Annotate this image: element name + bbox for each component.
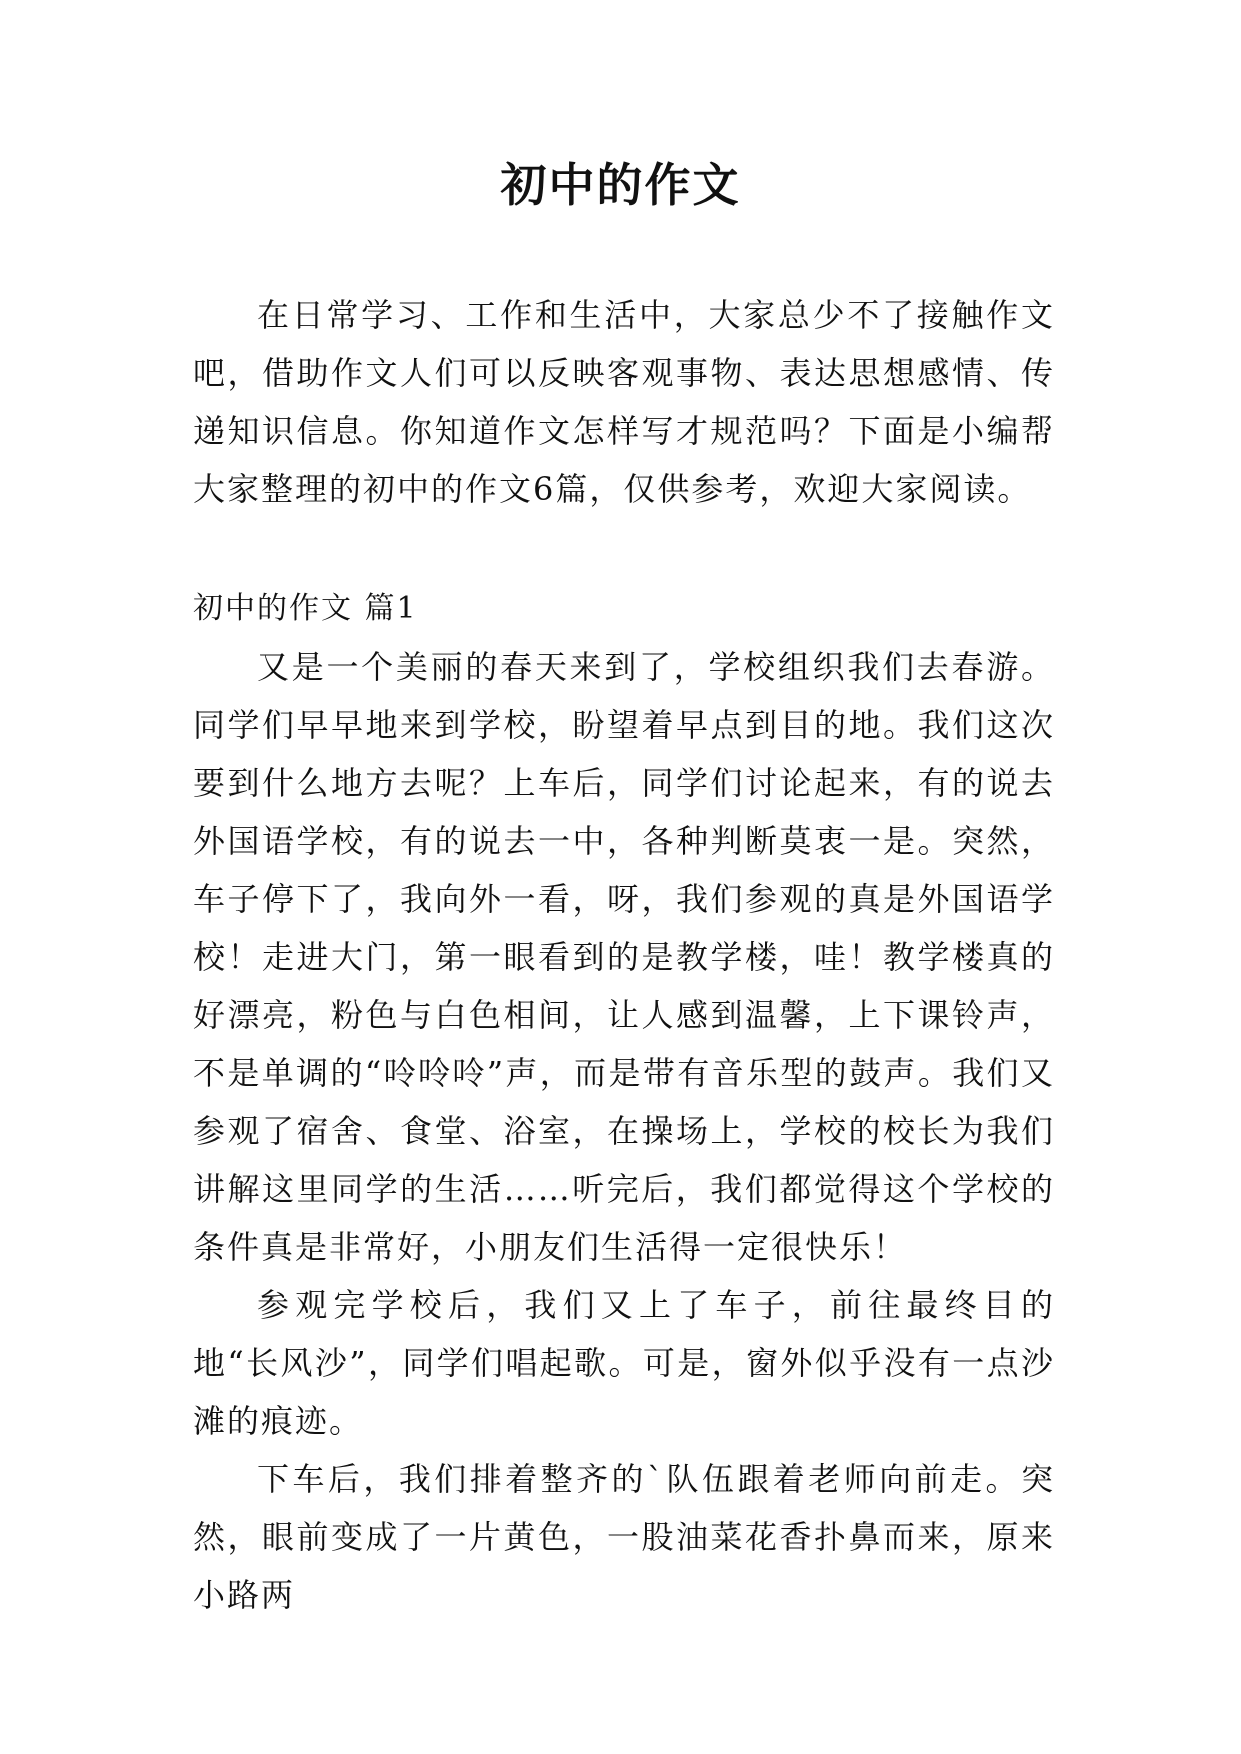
section-heading: 初中的作文 篇1 <box>193 591 418 626</box>
body-paragraph-3: 下车后，我们排着整齐的`队伍跟着老师向前走。突然，眼前变成了一片黄色，一股油菜花香扑鼻而来，原来小路两 <box>193 1460 1055 1614</box>
body-paragraph-1: 又是一个美丽的春天来到了，学校组织我们去春游。同学们早早地来到学校，盼望着早点到目的地。我们这次要到什么地方去呢？上车后，同学们讨论起来，有的说去外国语学校，有的说去一中，各种判断莫衷一是。突然，车子停下了，我向外一看，呀，我们参观的真是外国语学校！走进大门，第一眼看到的是教学楼，哇！教学楼真的好漂亮，粉色与白色相间，让人感到温馨，上下课铃声，不是单调的“呤呤呤”声，而是带有音乐型的鼓声。我们又参观了宿舍、食堂、浴室，在操场上，学校的校长为我们讲解这里同学的生活……听完后，我们都觉得这个学校的条件真是非常好，小朋友们生活得一定很快乐！ <box>193 648 1055 1266</box>
document-title: 初中的作文 <box>500 158 741 212</box>
document-body <box>193 286 1055 1624</box>
body-paragraph-2: 参观完学校后，我们又上了车子，前往最终目的地“长风沙”，同学们唱起歌。可是，窗外似乎没有一点沙滩的痕迹。 <box>193 1286 1055 1440</box>
intro-paragraph: 在日常学习、工作和生活中，大家总少不了接触作文吧，借助作文人们可以反映客观事物、表达思想感情、传递知识信息。你知道作文怎样写才规范吗？下面是小编帮大家整理的初中的作文6篇，仅供参考，欢迎大家阅读。 <box>193 296 1055 508</box>
